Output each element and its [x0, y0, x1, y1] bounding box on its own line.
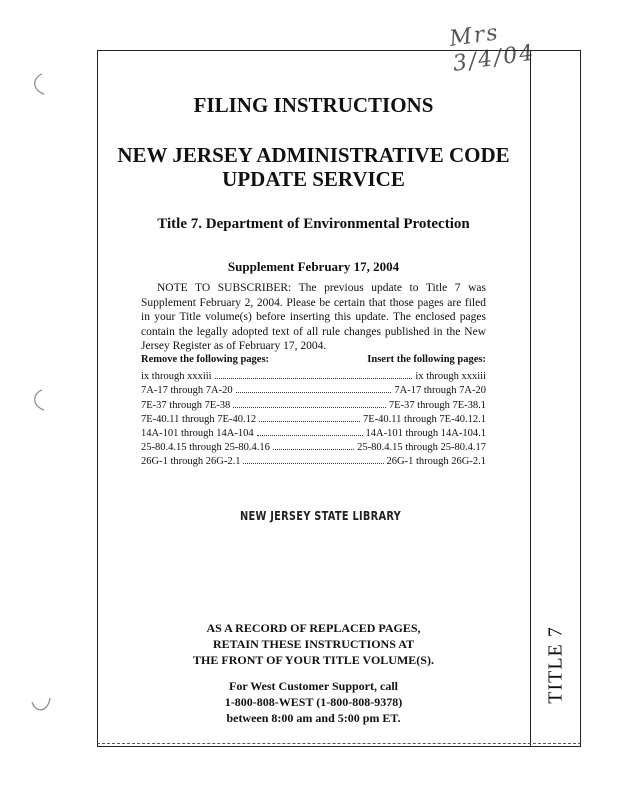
insert-pages: 7E-37 through 7E-38.1 [388, 399, 486, 411]
record-line: RETAIN THESE INSTRUCTIONS AT [212, 637, 415, 651]
support-info [97, 678, 530, 726]
side-tab [536, 610, 576, 720]
remove-pages: 7A-17 through 7A-20 [141, 385, 233, 397]
table-row [141, 411, 486, 425]
remove-pages: 14A-101 through 14A-104 [141, 427, 254, 439]
support-phone: 1-800-808-WEST (1-800-808-9378) [224, 695, 403, 709]
library-stamp: NEW JERSEY STATE LIBRARY [240, 509, 402, 523]
insert-pages: 7A-17 through 7A-20 [394, 385, 486, 397]
dot-leader [215, 378, 413, 379]
dot-leader [273, 449, 354, 450]
record-instructions [97, 620, 530, 668]
punch-hole-mark [28, 72, 54, 96]
table-row [141, 396, 486, 410]
publication-line: NEW JERSEY ADMINISTRATIVE CODE [117, 143, 510, 167]
title-heading: Title 7. Department of Environmental Protection [157, 216, 470, 232]
punch-hole-mark [28, 388, 54, 412]
dot-leader [243, 463, 383, 464]
tab-divider [530, 50, 531, 747]
insert-pages: 25-80.4.15 through 25-80.4.17 [357, 442, 486, 454]
record-line: THE FRONT OF YOUR TITLE VOLUME(S). [193, 653, 434, 667]
remove-header: Remove the following pages: [141, 354, 270, 365]
pages-table [141, 354, 486, 467]
table-row [141, 368, 486, 382]
dot-leader [236, 392, 392, 393]
publication-title [97, 143, 530, 191]
remove-pages: 26G-1 through 26G-2.1 [141, 456, 241, 468]
dot-leader [233, 407, 386, 408]
insert-pages: ix through xxxiii [415, 371, 486, 383]
dot-leader [257, 435, 363, 436]
support-line: For West Customer Support, call [228, 679, 398, 693]
side-tab-label: TITLE 7 [544, 626, 567, 704]
publication-line: UPDATE SERVICE [222, 167, 405, 191]
record-line: AS A RECORD OF REPLACED PAGES, [206, 621, 421, 635]
subscriber-note: NOTE TO SUBSCRIBER: The previous update to Title 7 was Supplement February 2, 2004. Please be certain that those pages are filed in your Title volume(s) before inserting this update. The enclosed pages contain the legally adopted text of all rule changes published in the New Jersey Register as of February 17, 2004. [141, 282, 486, 352]
table-row [141, 425, 486, 439]
insert-header: Insert the following pages: [367, 354, 486, 365]
table-header [141, 354, 486, 368]
bottom-rule [97, 743, 581, 744]
insert-pages: 26G-1 through 26G-2.1 [386, 456, 486, 468]
page-title: FILING INSTRUCTIONS [193, 93, 434, 117]
punch-hole-mark [28, 694, 54, 718]
supplement-heading: Supplement February 17, 2004 [227, 259, 400, 274]
remove-pages: 7E-40.11 through 7E-40.12 [141, 413, 257, 425]
remove-pages: 25-80.4.15 through 25-80.4.16 [141, 442, 270, 454]
remove-pages: ix through xxxiii [141, 371, 212, 383]
support-hours: between 8:00 am and 5:00 pm ET. [226, 711, 401, 725]
remove-pages: 7E-37 through 7E-38 [141, 399, 231, 411]
insert-pages: 14A-101 through 14A-104.1 [365, 427, 486, 439]
table-row [141, 439, 486, 453]
handwritten-initials: Mrs 3/4/04 [447, 20, 537, 77]
dot-leader [259, 421, 360, 422]
table-row [141, 382, 486, 396]
table-row [141, 453, 486, 467]
insert-pages: 7E-40.11 through 7E-40.12.1 [363, 413, 486, 425]
